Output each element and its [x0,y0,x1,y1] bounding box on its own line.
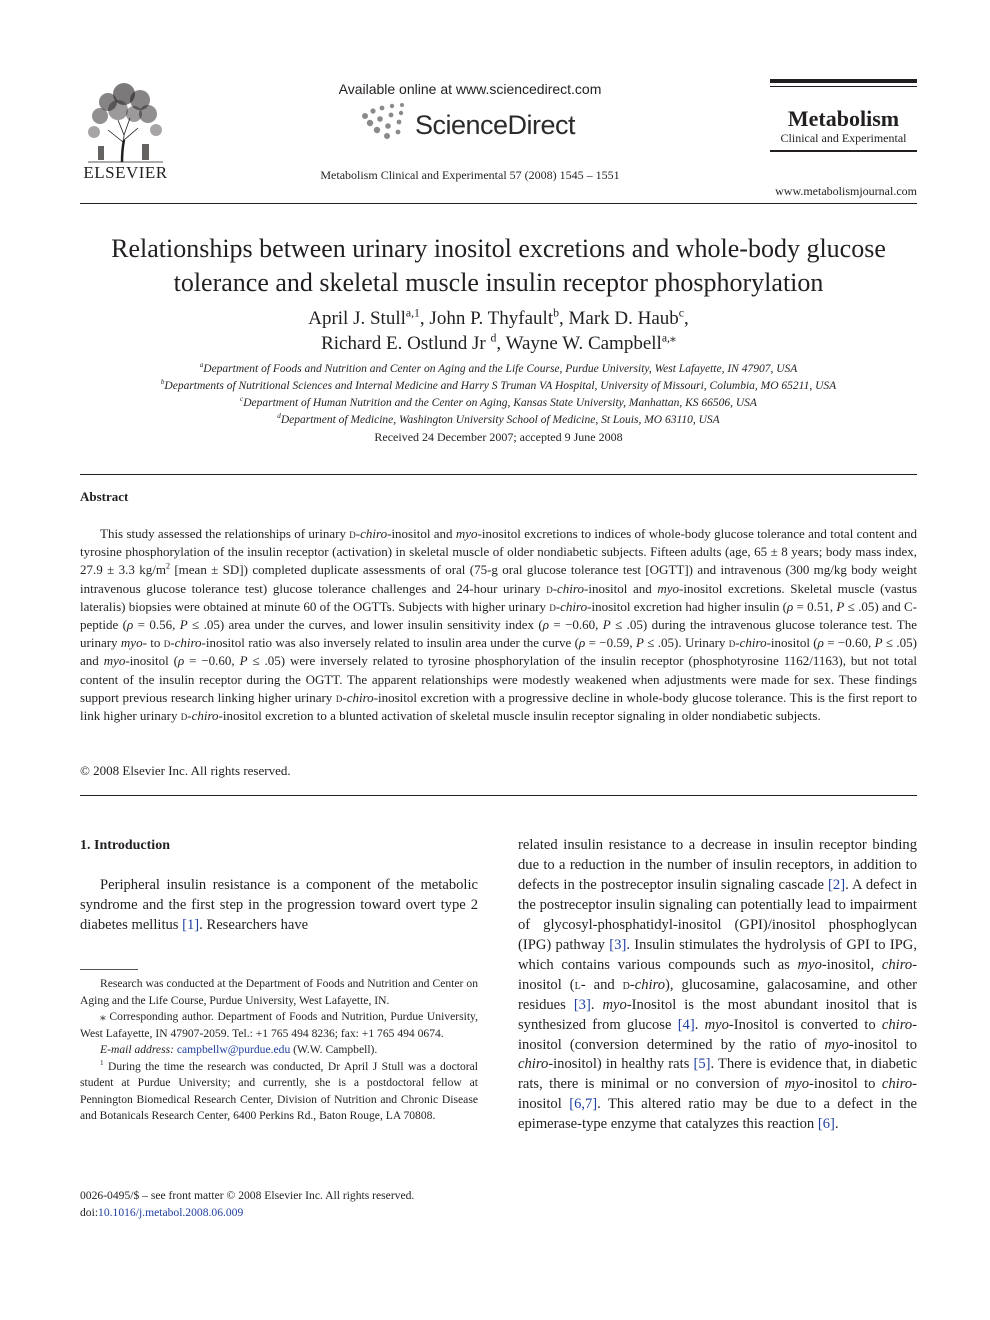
author-name[interactable]: Mark D. Haub [568,308,679,329]
author-name[interactable]: April J. Stull [308,308,406,329]
journal-title: Metabolism [787,106,900,131]
abstract-heading: Abstract [80,489,129,504]
journal-subtitle: Clinical and Experimental [780,131,907,145]
author-affiliation-mark[interactable]: a,⁎ [661,331,676,345]
citation-link[interactable]: [1] [182,916,200,933]
header-divider [80,203,917,204]
received-dates: Received 24 December 2007; accepted 9 June 2008 [374,430,623,444]
article-title: Relationships between urinary inositol excretions and whole-body glucose tolerance and skeletal muscle insulin receptor phosphorylation [111,234,886,297]
affiliation-text: Department of Human Nutrition and the Center on Aging, Kansas State University, Manhattan, KS 66506, USA [243,397,757,409]
citation-link[interactable]: [3] [573,996,591,1013]
affiliation-text: Department of Medicine, Washington University School of Medicine, St Louis, MO 63110, USA [280,414,720,426]
publisher-name: ELSEVIER [83,163,168,182]
affiliation-mark: b [160,378,165,387]
abstract-text: This study assessed the relationships of urinary d-chiro-inositol and myo-inositol excretions to indices of whole-body glucose tolerance and total content and tyrosine phosphorylation of the insulin receptor (activation) in skeletal muscle of older nondiabetic subjects. Fifteen adults (age, 65 ± 8 years; body mass index, 27.9 ± 3.3 $kg/m^2$ [mean ± SD]) completed duplicate assessments of oral (75-g oral glucose tolerance test [OGTT]) and intravenous (300 mg/kg body weight intravenous glucose tolerance test) glucose tolerance challenges and 24-hour urinary d-chiro-inositol and myo-inositol excretions. Skeletal muscle (vastus lateralis) biopsies were obtained at minute 60 of the OGTTs. Subjects with higher urinary d-chiro-inositol excretion had higher insulin (ρ = 0.51, P ≤ .05) and C-peptide (ρ = 0.56, P ≤ .05) area under the curves, and lower insulin sensitivity index (ρ = −0.60, P ≤ .05) during the intravenous glucose tolerance test. The urinary myo- to d-chiro-inositol ratio was also inversely related to insulin area under the curve (ρ = −0.59, P ≤ .05). Urinary d-chiro-inositol (ρ = −0.60, P ≤ .05) and myo-inositol (ρ = −0.60, P ≤ .05) were inversely related to tyrosine phosphorylation of the insulin receptor (phosphotyrosine 1162/1163), but not total content of the insulin receptor during the OGTT. The apparent relationships were modestly weakened when adjustments were made for sex. These findings support previous research linking higher urinary d-chiro-inositol excretion with a progressive decline in whole-body glucose tolerance. This is the first report to link higher urinary d-chiro-inositol excretion to a blunted activation of skeletal muscle insulin receptor signaling in older nondiabetic subjects. [80,526,918,724]
affiliation-line [80,361,917,378]
author-separator: , [419,308,430,329]
abstract-copyright: © 2008 Elsevier Inc. All rights reserved. [80,763,291,778]
citation-link[interactable]: [6,7] [569,1096,598,1113]
affiliation-line [80,412,917,429]
citation-link[interactable]: [3] [609,936,627,953]
footnote-mark: 1 [100,1058,104,1067]
journal-rule-thin [770,86,917,87]
abstract-bottom-rule [80,795,917,796]
doi-line [80,1205,480,1222]
footnotes [80,976,478,1125]
author-separator: , [684,308,689,329]
citation-link[interactable]: [5] [693,1056,711,1073]
abstract-top-rule [80,474,917,475]
author-name[interactable]: John P. Thyfault [429,308,554,329]
author-name[interactable]: Wayne W. Campbell [505,333,662,354]
citation-link[interactable]: [6] [817,1116,835,1133]
affiliation-mark: a [199,361,204,370]
author-list [80,306,917,356]
footnote-1 [80,1059,478,1125]
intro-right-column: related insulin resistance to a decrease in insulin receptor binding due to a reduction in the number of insulin receptors, in addition to defects in the postreceptor insulin signaling cascade [2]. A defect in the postreceptor insulin signaling can potentially lead to impairment of glycosyl-phosphatidyl-inositol (GPI)/inositol phosphoglycan (IPG) pathway [3]. Insulin stimulates the hydrolysis of GPI to IPG, which contains various compounds such as myo-inositol, chiro-inositol (l- and d-chiro), glucosamine, galacosamine, and other residues [3]. myo-Inositol is the most abundant inositol that is synthesized from glucose [4]. myo-Inositol is converted to chiro-inositol (conversion determined by the ratio of myo-inositol to chiro-inositol) in healthy rats [5]. There is evidence that, in diabetic rats, there is minimal or no conversion of myo-inositol to chiro-inositol [6,7]. This altered ratio may be due to a defect in the epimerase-type enzyme that catalyzes this reaction [6]. [518,837,918,1133]
doi-label: doi: [80,1205,99,1219]
email-tail: (W.W. Campbell). [290,1043,378,1056]
affiliation-line [80,378,917,395]
footnote-corresponding-author: ⁎ Corresponding author. Department of Foods and Nutrition, Purdue University, West Lafayette, IN 47907-2059. Tel.: +1 765 494 8236; fax: +1 765 494 0674. [80,1010,478,1040]
author-affiliation-mark: b [553,306,559,320]
affiliation-text: Departments of Nutritional Sciences and Internal Medicine and Harry S Truman VA Hospital, University of Missouri, Columbia, MO 65211, USA [164,380,837,392]
footnote-rule [80,969,138,970]
author-affiliation-mark: d [490,331,497,345]
author-separator: , [496,333,506,354]
front-matter [80,1188,480,1221]
journal-rule-bottom [770,150,917,152]
affiliation-mark: c [240,395,244,404]
footnote-research-site: Research was conducted at the Department of Foods and Nutrition and Center on Aging and the Life Course, Purdue University, West Lafayette, IN. [80,977,478,1007]
author-name[interactable]: Richard E. Ostlund Jr [321,333,486,354]
author-affiliation-mark: c [678,306,685,320]
journal-citation: Metabolism Clinical and Experimental 57 (2008) 1545 – 1551 [320,168,620,182]
email-label: E-mail address: [100,1043,174,1056]
affiliation-text: Department of Foods and Nutrition and Center on Aging and the Life Course, Purdue University, West Lafayette, IN 47907, USA [203,363,798,375]
intro-left-column: Peripheral insulin resistance is a component of the metabolic syndrome and the first step in the progression toward overt type 2 diabetes mellitus [1]. Researchers have [80,877,478,933]
footnote-email [80,1042,478,1059]
doi-link[interactable]: 10.1016/j.metabol.2008.06.009 [98,1205,244,1219]
affiliations [80,361,917,429]
front-matter-line: 0026-0495/$ – see front matter © 2008 Elsevier Inc. All rights reserved. [80,1189,415,1202]
journal-rule-thick [770,79,917,83]
journal-url-link[interactable]: www.metabolismjournal.com [775,184,917,198]
available-online-text[interactable]: Available online at www.sciencedirect.com [338,81,602,97]
affiliation-line [80,395,917,412]
citation-link[interactable]: [4] [677,1016,695,1033]
affiliation-mark: d [277,412,281,421]
sciencedirect-wordmark[interactable]: ScienceDirect [415,110,576,140]
footnote-1-text: During the time the research was conducted, Dr April J Stull was a doctoral student at Purdue University; and currently, she is a postdoctoral fellow at Pennington Biomedical Research Center, Division of Nutrition and Chronic Disease and Botanicals Research Center, 6400 Perkins Rd., Baton Rouge, LA 70808. [80,1059,478,1122]
section-heading-introduction: 1. Introduction [80,838,170,853]
email-link[interactable]: campbellw@purdue.edu [176,1043,291,1056]
author-separator: , [559,308,569,329]
author-affiliation-mark: a,1 [405,306,420,320]
citation-link[interactable]: [2] [828,876,846,893]
